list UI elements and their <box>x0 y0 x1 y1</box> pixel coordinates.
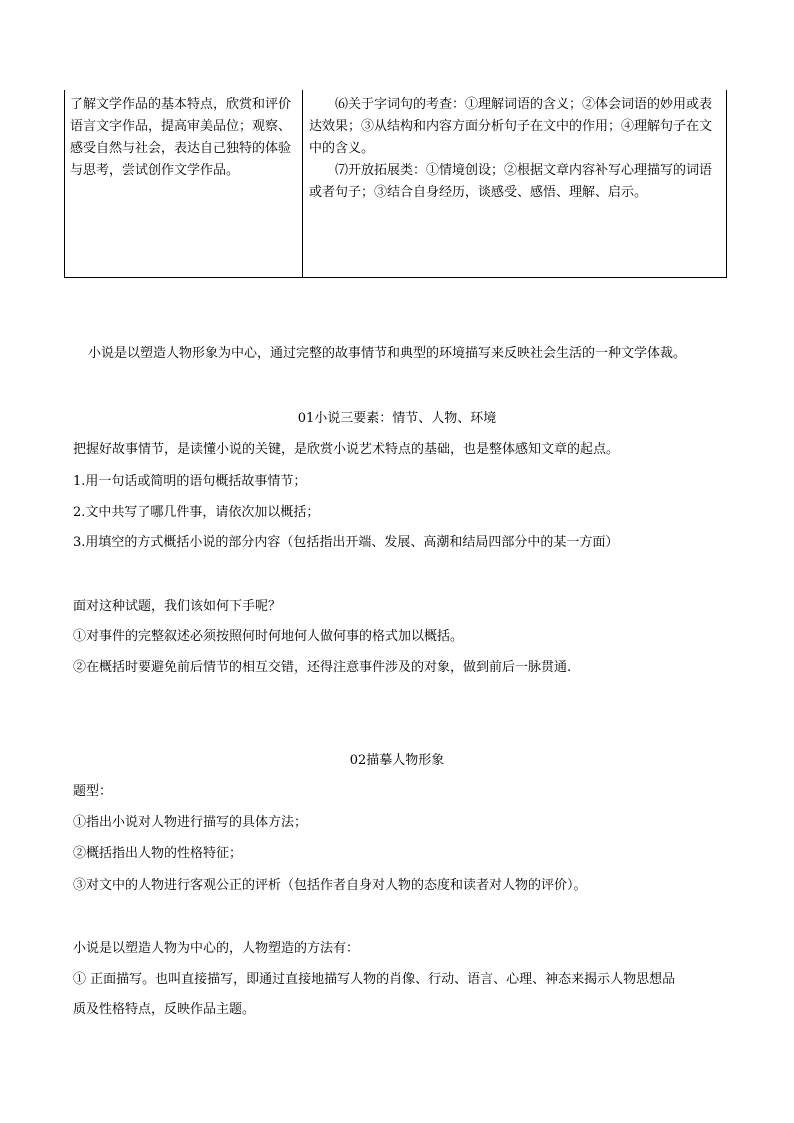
section2-heading: 02描摹人物形象 <box>349 753 445 768</box>
right-paragraph-6: ⑹关于字词句的考查：①理解词语的含义；②体会词语的妙用或表达效果；③从结构和内容方面分析句子在文中的作用；④理解句子在文中的含义。 <box>309 97 713 156</box>
novel-definition: 小说是以塑造人物形象为中心，通过完整的故事情节和典型的环境描写来反映社会生活的一种文学体裁。 <box>88 346 687 361</box>
section2-item-2: ②概括指出人物的性格特征； <box>73 846 243 861</box>
section2-item-1: ①指出小说对人物进行描写的具体方法； <box>73 815 308 830</box>
right-paragraph-7: ⑺开放拓展类：①情境创设；②根据文章内容补写心理描写的词语或者句子；③结合自身经历，谈感受、感悟、理解、启示。 <box>309 163 713 200</box>
method1-line-2: 质及性格特点，反映作品主题。 <box>73 1002 256 1017</box>
section1-paragraph: 把握好故事情节，是读懂小说的关键，是欣赏小说艺术特点的基础，也是整体感知文章的起点。 <box>73 442 620 457</box>
section1-item-1: 1.用一句话或简明的语句概括故事情节； <box>73 474 307 489</box>
section1-answer-2: ②在概括时要避免前后情节的相互交错，还得注意事件涉及的对象，做到前后一脉贯通. <box>73 660 572 675</box>
standards-table <box>64 90 727 278</box>
section1-heading: 01小说三要素：情节、人物、环境 <box>297 411 497 426</box>
section1-question: 面对这种试题，我们该如何下手呢？ <box>73 599 282 614</box>
section2-methods-intro: 小说是以塑造人物为中心的，人物塑造的方法有： <box>73 941 360 956</box>
method1-line-1: ① 正面描写。也叫直接描写，即通过直接地描写人物的肖像、行动、语言、心理、神态来揭示人物思想品 <box>73 972 676 987</box>
section1-item-2: 2.文中共写了哪几件事，请依次加以概括； <box>73 505 320 520</box>
table-left-cell: 了解文学作品的基本特点，欣赏和评价语言文字作品，提高审美品位；观察、感受自然与社会，表达自己独特的体验与思考，尝试创作文学作品。 <box>70 97 292 178</box>
section2-label: 题型： <box>73 784 113 799</box>
section1-answer-1: ①对事件的完整叙述必须按照何时何地何人做何事的格式加以概括。 <box>73 629 464 644</box>
section2-item-3: ③对文中的人物进行客观公正的评析（包括作者自身对人物的态度和读者对人物的评价）。 <box>73 878 587 893</box>
table-right-cell <box>309 94 723 204</box>
section1-item-3: 3.用填空的方式概括小说的部分内容（包括指出开端、发展、高潮和结局四部分中的某一方面） <box>73 535 619 550</box>
table-divider <box>302 90 303 277</box>
